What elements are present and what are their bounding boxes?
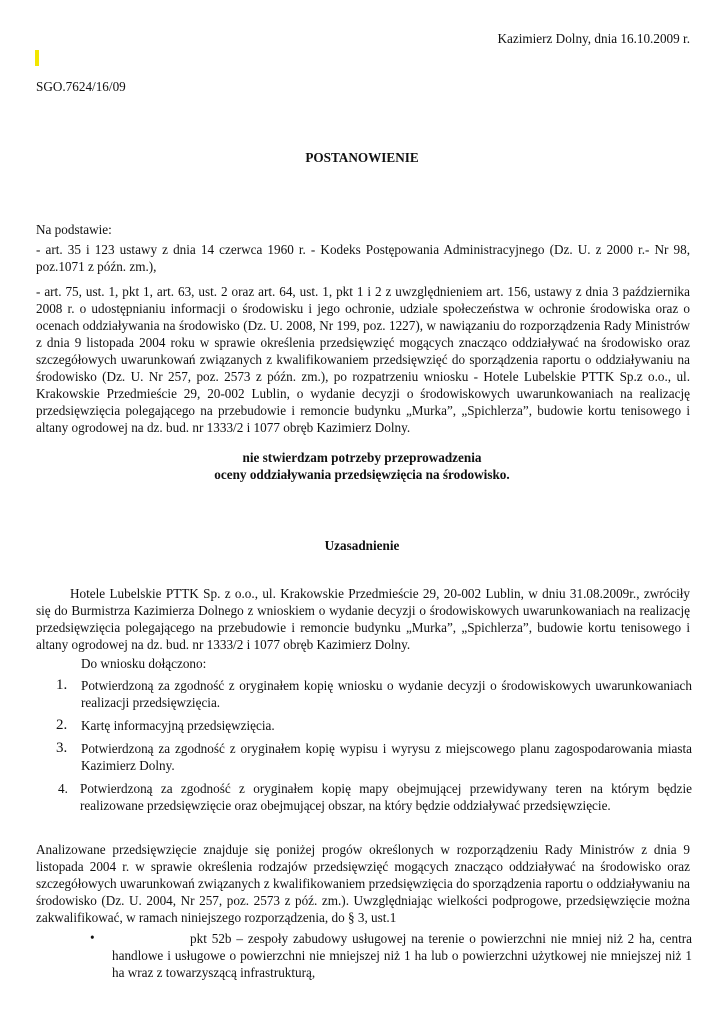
list-item-number: 1.: [56, 677, 68, 693]
justification-paragraph: Hotele Lubelskie PTTK Sp. z o.o., ul. Krakowskie Przedmieście 29, 20-002 Lublin, w dniu 31.08.2009r., zwróciły się do Burmistrza Kazimierza Dolnego z wnioskiem o wydanie decyzji o środowiskowych uwarunkowaniach na realizację przedsięwzięcia polegającego na przebudowie i remoncie budynku „Murka”, „Spichlerza”, budowie kortu tenisowego i altany ogrodowej na dz. bud. nr 1333/2 i 1077 obręb Kazimierz Dolny.: [36, 586, 690, 652]
bullet-item-content: pkt 52b – zespoły zabudowy usługowej na terenie o powierzchni nie mniej niż 2 ha, centra handlowe i usługowe o powierzchni nie mniejszej niż 1 ha lub o powierzchni użytkowej nie mniejszej niż 1 ha wraz z towarzyszącą infrastrukturą,: [112, 931, 692, 980]
basis-item-1: - art. 35 i 123 ustawy z dnia 14 czerwca 1960 r. - Kodeks Postępowania Administracyjnego (Dz. U. z 2000 r.- Nr 98, poz.1071 z późn. zm.),: [36, 242, 690, 274]
list-item: [36, 677, 692, 711]
bullet-icon: •: [90, 930, 95, 945]
list-item: [36, 780, 692, 814]
list-item-number: 3.: [56, 740, 68, 756]
basis-item-2: - art. 75, ust. 1, pkt 1, art. 63, ust. 2 oraz art. 64, ust. 1, pkt 1 i 2 z uwzględnieniem art. 156, ustawy z dnia 3 października 2008 r. o udostępnianiu informacji o środowisku i jego ochronie, udziale społeczeństwa w ochronie środowiska oraz o ocenach oddziaływania na środowisko (Dz. U. 2008, Nr 199, poz. 1227), w nawiązaniu do rozporządzenia Rady Ministrów z dnia 9 listopada 2004 roku w sprawie określenia przedsięwzięć mogących znacząco oddziaływać na środowisko oraz szczegółowych uwarunkowań związanych z kwalifikowaniem przedsięwzięć do sporządzenia raportu o oddziaływaniu na środowisko (Dz. U. Nr 257, poz. 2573 z późn. zm.), po rozpatrzeniu wniosku - Hotele Lubelskie PTTK Sp.z o.o., ul. Krakowskie Przedmieście 29, 20-002 Lublin, o wydanie decyzji o środowiskowych uwarunkowaniach na realizację przedsięwzięcia polegającego na przebudowie i remoncie budynku „Murka”, „Spichlerza”, budowie kortu tenisowego i altany ogrodowej na dz. bud. nr 1333/2 i 1077 obręb Kazimierz Dolny.: [36, 284, 690, 435]
case-signature: SGO.7624/16/09: [36, 79, 126, 94]
decision-block: [0, 449, 724, 483]
list-item: [36, 717, 692, 734]
list-item-text: Potwierdzoną za zgodność z oryginałem kopię mapy obejmującej przewidywany teren na którym będzie realizowane przedsięwzięcie oraz obejmującej obszar, na który będzie oddziaływać przedsięwzięcie.: [80, 781, 692, 813]
bullet-item-text: [112, 930, 692, 981]
list-item-number: 4.: [58, 781, 68, 796]
place-date: Kazimierz Dolny, dnia 16.10.2009 r.: [497, 31, 690, 46]
decision-line-1: nie stwierdzam potrzeby przeprowadzenia: [242, 450, 482, 465]
list-item-text: Potwierdzoną za zgodność z oryginałem kopię wypisu i wyrysu z miejscowego planu zagospodarowania miasta Kazimierz Dolny.: [81, 741, 692, 773]
document-title: POSTANOWIENIE: [305, 150, 419, 165]
justification-title: Uzasadnienie: [324, 538, 400, 553]
attachments-intro: Do wniosku dołączono:: [81, 656, 207, 671]
list-item-text: Kartę informacyjną przedsięwzięcia.: [81, 718, 275, 733]
basis-intro: Na podstawie:: [36, 222, 112, 237]
decision-line-2: oceny oddziaływania przedsięwzięcia na środowisko.: [214, 467, 510, 482]
list-item-number: 2.: [56, 717, 68, 733]
attachments-list: [36, 677, 692, 820]
analysis-paragraph: Analizowane przedsięwzięcie znajduje się poniżej progów określonych w rozporządzeniu Rady Ministrów z dnia 9 listopada 2004 r. w sprawie określenia rodzajów przedsięwzięć mogących znacząco oddziaływać na środowisko oraz szczegółowych uwarunkowań związanych z kwalifikowaniem przedsięwzięcia do sporządzenia raportu o oddziaływaniu na środowisko (Dz. U. 2004, Nr 257, poz. 2573 z póź. zm.). Uwzględniając wielkości podprogowe, przedsięwzięcie można zakwalifikować, w ramach niniejszego rozporządzenia, do § 3, ust.1: [36, 842, 690, 925]
list-item: [36, 740, 692, 774]
list-item-text: Potwierdzoną za zgodność z oryginałem kopię wniosku o wydanie decyzji o środowiskowych uwarunkowaniach realizacji przedsięwzięcia.: [81, 678, 692, 710]
highlight-marker: [35, 50, 39, 66]
